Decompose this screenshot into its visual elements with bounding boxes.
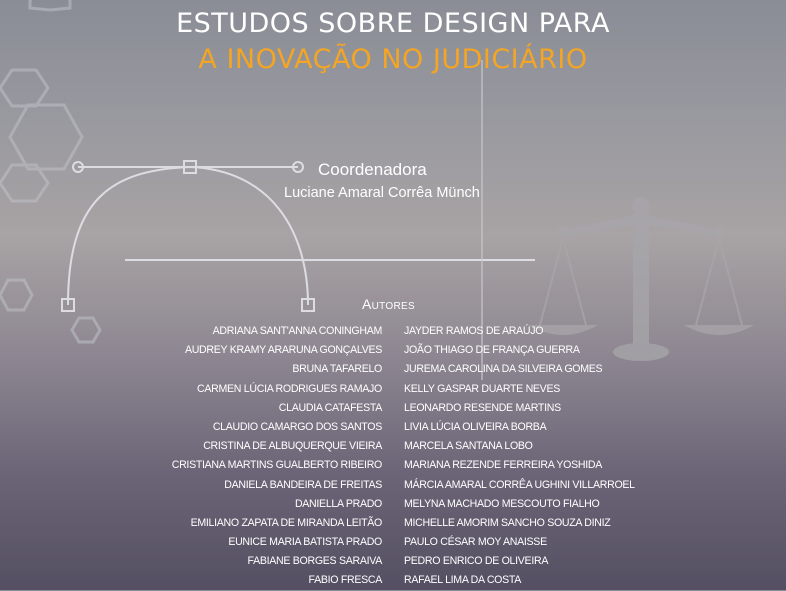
title-line-1: ESTUDOS SOBRE DESIGN PARA [176, 8, 610, 39]
author-name: FABIO FRESCA [308, 574, 382, 587]
author-name: LEONARDO RESENDE MARTINS [404, 401, 561, 414]
author-name: DANIELA BANDEIRA DE FREITAS [224, 478, 382, 491]
coordinator-name: Luciane Amaral Corrêa Münch [284, 185, 480, 201]
author-name: KELLY GASPAR DUARTE NEVES [404, 382, 560, 395]
author-name: AUDREY KRAMY ARARUNA GONÇALVES [184, 344, 382, 357]
author-name: RAFAEL LIMA DA COSTA [404, 574, 522, 587]
author-name: PAULO CÉSAR MOY ANAISSE [404, 536, 547, 549]
author-name: JUREMA CAROLINA DA SILVEIRA GOMES [404, 363, 603, 376]
author-name: ADRIANA SANT'ANNA CONINGHAM [212, 325, 382, 337]
author-name: EUNICE MARIA BATISTA PRADO [228, 536, 382, 549]
author-name: CLAUDIA CATAFESTA [278, 401, 382, 414]
author-name: BRUNA TAFARELO [292, 363, 382, 376]
authors-heading: Autores [362, 296, 415, 312]
author-name: MARCELA SANTANA LOBO [404, 440, 533, 453]
author-name: EMILIANO ZAPATA DE MIRANDA LEITÃO [190, 516, 382, 529]
author-name: FABIANE BORGES SARAIVA [247, 555, 382, 568]
author-name: CRISTINA DE ALBUQUERQUE VIEIRA [203, 440, 382, 453]
authors-list-left [172, 322, 382, 591]
authors-list-right [404, 322, 635, 591]
title-line-2: A INOVAÇÃO NO JUDICIÁRIO [198, 44, 588, 75]
author-name: LIVIA LÚCIA OLIVEIRA BORBA [404, 420, 547, 433]
author-name: CARMEN LÚCIA RODRIGUES RAMAJO [197, 382, 382, 395]
author-name: CLAUDIO CAMARGO DOS SANTOS [212, 420, 382, 433]
author-name: MÁRCIA AMARAL CORRÊA UGHINI VILLARROEL [404, 478, 635, 491]
author-name: MELYNA MACHADO MESCOUTO FIALHO [404, 497, 600, 510]
coordinator-label: Coordenadora [318, 160, 427, 179]
author-name: CRISTIANA MARTINS GUALBERTO RIBEIRO [171, 459, 382, 472]
author-name: JAYDER RAMOS DE ARAÚJO [404, 325, 544, 337]
author-name: MICHELLE AMORIM SANCHO SOUZA DINIZ [404, 516, 611, 529]
author-name: DANIELLA PRADO [294, 497, 382, 510]
author-name: PEDRO ENRICO DE OLIVEIRA [404, 555, 549, 568]
author-name: MARIANA REZENDE FERREIRA YOSHIDA [404, 459, 603, 472]
author-name: JOÃO THIAGO DE FRANÇA GUERRA [404, 344, 580, 357]
